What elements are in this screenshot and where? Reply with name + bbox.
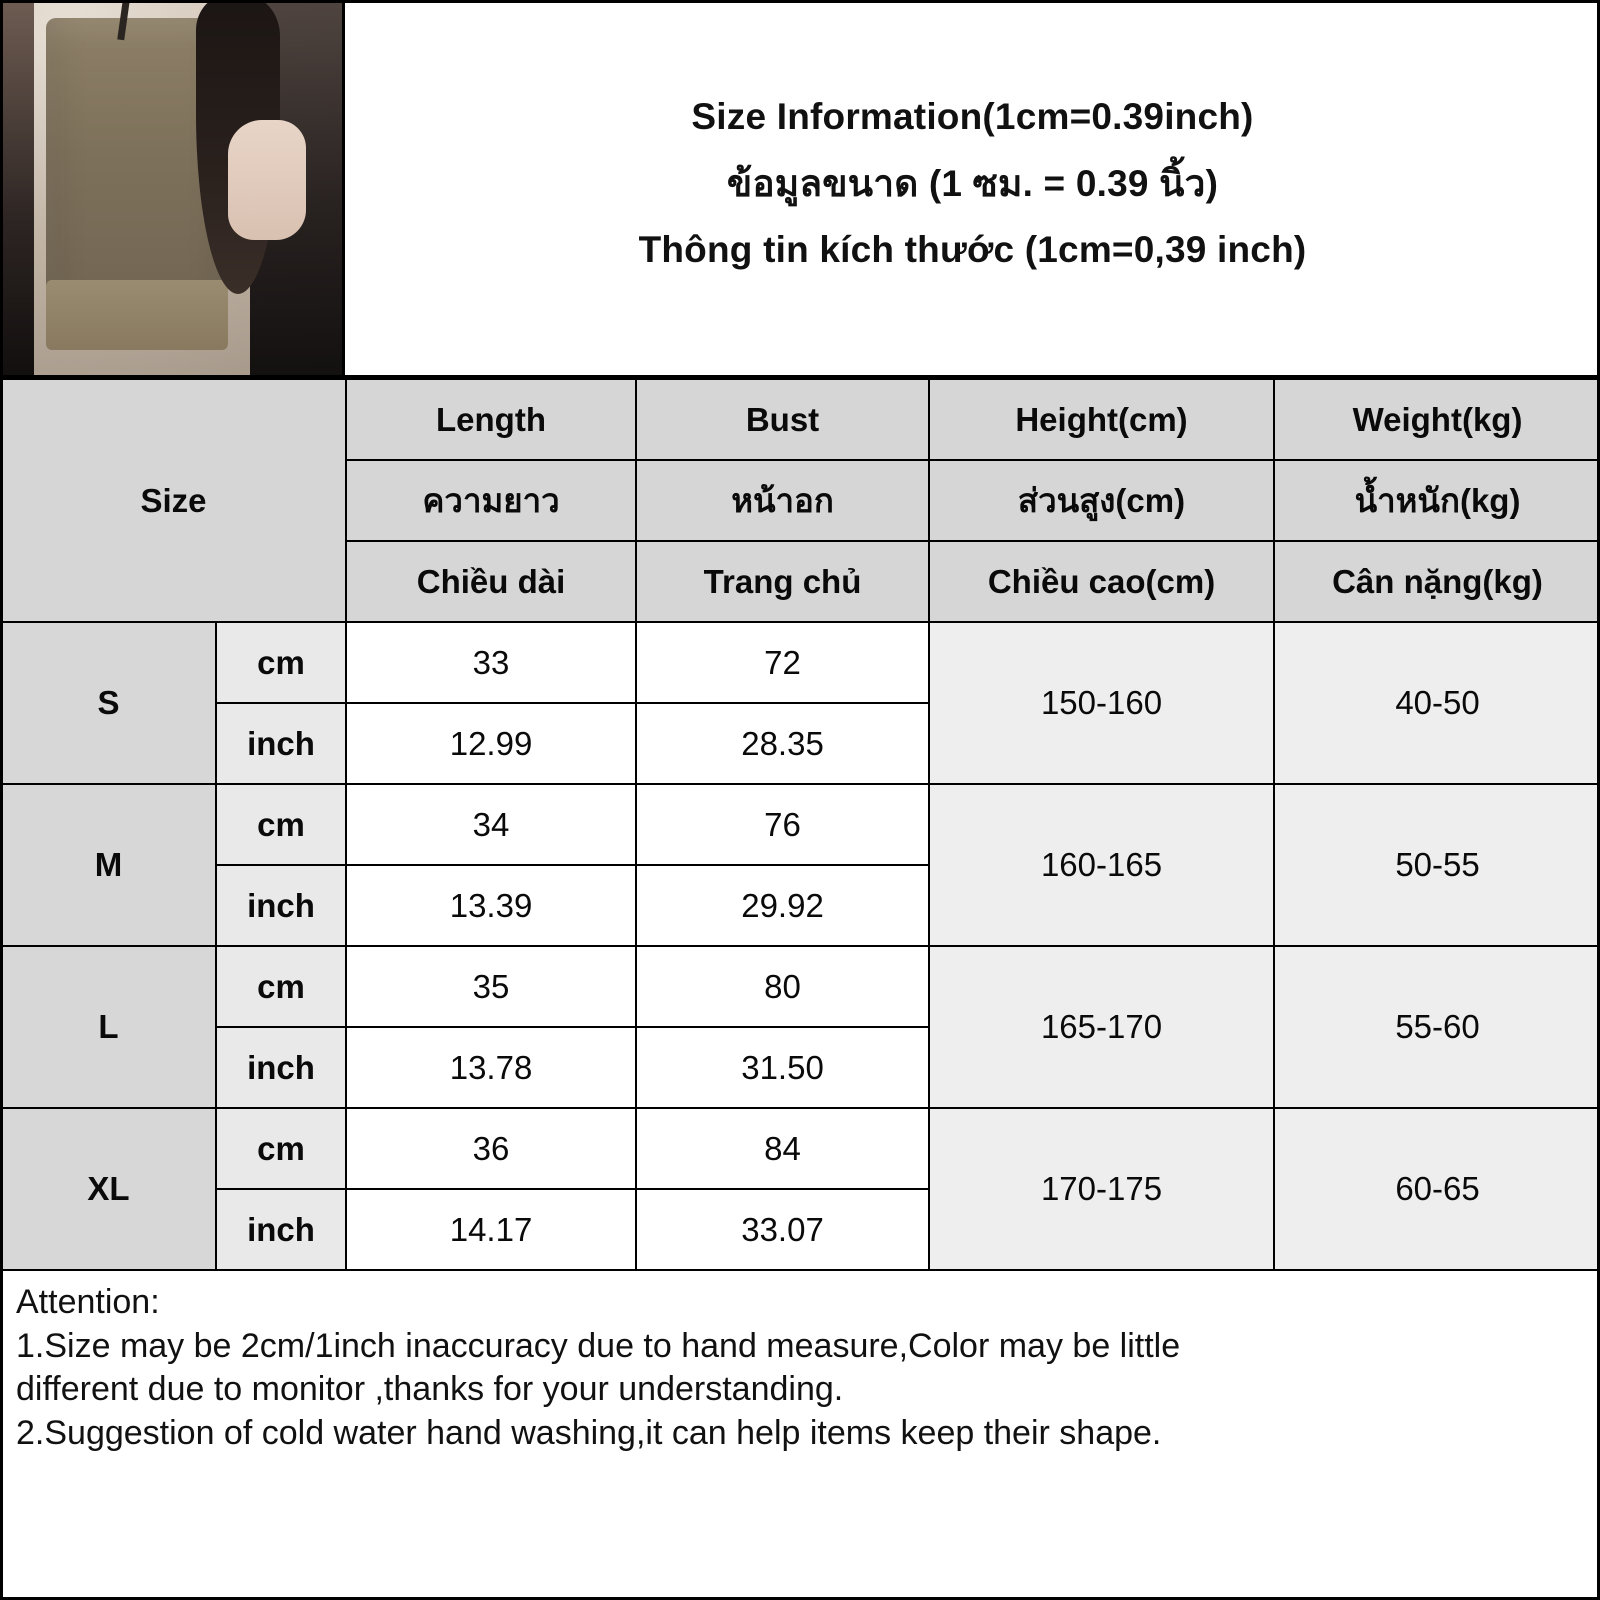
weight-m: 50-55 [1274, 784, 1600, 946]
table-row [1, 622, 1600, 703]
header-bust-en: Bust [636, 379, 929, 460]
header-row [0, 0, 1600, 378]
title-line-en: Size Information(1cm=0.39inch) [691, 96, 1254, 137]
table-row [1, 1108, 1600, 1189]
bust-inch-xl: 33.07 [636, 1189, 929, 1270]
attention-heading: Attention: [16, 1283, 160, 1321]
unit-cm-m: cm [216, 784, 346, 865]
length-inch-l: 13.78 [346, 1027, 636, 1108]
photo-left-shadow [0, 0, 34, 375]
weight-l: 55-60 [1274, 946, 1600, 1108]
unit-cm-l: cm [216, 946, 346, 1027]
attention-note-1-line-1: 1.Size may be 2cm/1inch inaccuracy due to hand measure,Color may be little [16, 1326, 1181, 1365]
bust-cm-xl: 84 [636, 1108, 929, 1189]
bust-inch-s: 28.35 [636, 703, 929, 784]
height-l: 165-170 [929, 946, 1274, 1108]
attention-block [0, 1271, 1600, 1455]
header-bust-vi: Trang chủ [636, 541, 929, 622]
bust-cm-s: 72 [636, 622, 929, 703]
header-length-th: ความยาว [346, 460, 636, 541]
row-size-m: M [1, 784, 216, 946]
product-photo-cell [0, 0, 345, 375]
length-cm-m: 34 [346, 784, 636, 865]
bust-cm-l: 80 [636, 946, 929, 1027]
unit-inch-l: inch [216, 1027, 346, 1108]
length-inch-xl: 14.17 [346, 1189, 636, 1270]
header-height-th: ส่วนสูง(cm) [929, 460, 1274, 541]
bust-inch-m: 29.92 [636, 865, 929, 946]
size-header-cell: Size [1, 379, 346, 622]
height-m: 160-165 [929, 784, 1274, 946]
title-block [345, 0, 1600, 375]
table-header-row-en [1, 379, 1600, 460]
weight-s: 40-50 [1274, 622, 1600, 784]
unit-cm-s: cm [216, 622, 346, 703]
height-xl: 170-175 [929, 1108, 1274, 1270]
row-size-s: S [1, 622, 216, 784]
table-row [1, 946, 1600, 1027]
header-weight-th: น้ำหนัก(kg) [1274, 460, 1600, 541]
row-size-xl: XL [1, 1108, 216, 1270]
size-table [0, 378, 1600, 1271]
table-row [1, 784, 1600, 865]
bust-inch-l: 31.50 [636, 1027, 929, 1108]
attention-note-2: 2.Suggestion of cold water hand washing,it can help items keep their shape. [16, 1413, 1162, 1452]
product-photo [0, 0, 342, 375]
unit-inch-m: inch [216, 865, 346, 946]
unit-inch-s: inch [216, 703, 346, 784]
unit-inch-xl: inch [216, 1189, 346, 1270]
length-inch-s: 12.99 [346, 703, 636, 784]
unit-cm-xl: cm [216, 1108, 346, 1189]
header-weight-vi: Cân nặng(kg) [1274, 541, 1600, 622]
length-cm-l: 35 [346, 946, 636, 1027]
bust-cm-m: 76 [636, 784, 929, 865]
length-cm-s: 33 [346, 622, 636, 703]
length-inch-m: 13.39 [346, 865, 636, 946]
row-size-l: L [1, 946, 216, 1108]
header-height-en: Height(cm) [929, 379, 1274, 460]
header-length-vi: Chiều dài [346, 541, 636, 622]
weight-xl: 60-65 [1274, 1108, 1600, 1270]
height-s: 150-160 [929, 622, 1274, 784]
length-cm-xl: 36 [346, 1108, 636, 1189]
header-height-vi: Chiều cao(cm) [929, 541, 1274, 622]
title-line-vi: Thông tin kích thước (1cm=0,39 inch) [638, 229, 1307, 270]
title-line-th: ข้อมูลขนาด (1 ซม. = 0.39 นิ้ว) [726, 163, 1219, 204]
header-length-en: Length [346, 379, 636, 460]
header-bust-th: หน้าอก [636, 460, 929, 541]
model-arm [228, 120, 306, 240]
attention-note-1-line-2: different due to monitor ,thanks for your understanding. [16, 1370, 844, 1409]
header-weight-en: Weight(kg) [1274, 379, 1600, 460]
